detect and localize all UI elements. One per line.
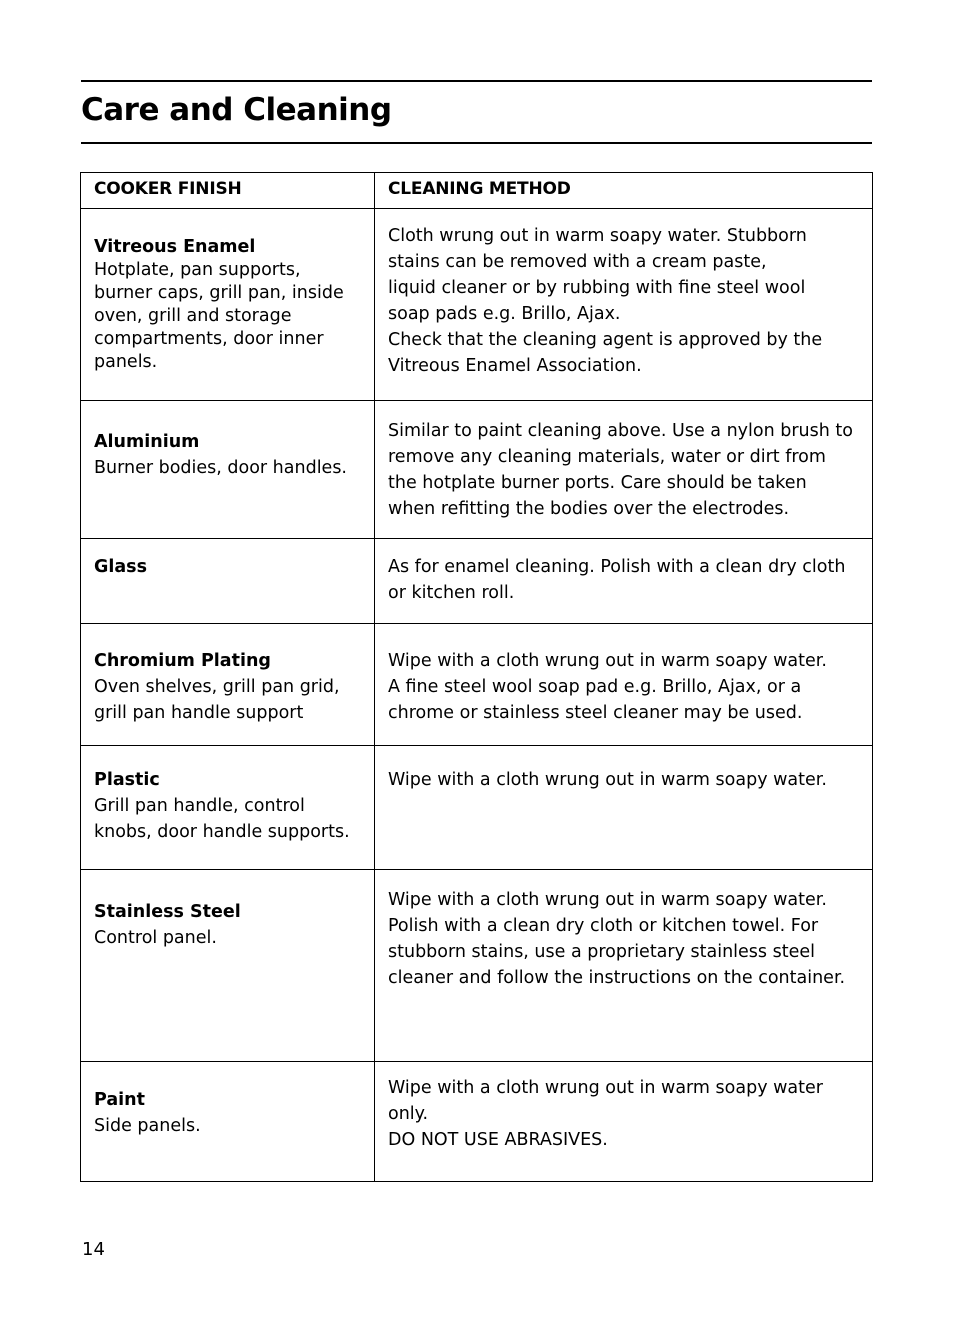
method-text: Cloth wrung out in warm soapy water. Stubborn stains can be removed with a cream paste, liquid cleaner or by rubbing with fine steel wool soap pads e.g. Brillo, Ajax. Check that the cleaning agent is approved by the Vitreous Enamel Association. — [388, 226, 823, 376]
method-cell — [375, 539, 873, 624]
method-cell — [375, 401, 873, 539]
finish-description: Hotplate, pan supports, burner caps, grill pan, inside oven, grill and storage compartments, door inner panels. — [94, 260, 344, 372]
table-row — [81, 401, 873, 539]
finish-name: Plastic — [94, 770, 160, 790]
table-header-row — [81, 173, 873, 209]
finish-cell — [81, 401, 375, 539]
method-cell — [375, 624, 873, 746]
method-text: Similar to paint cleaning above. Use a nylon brush to remove any cleaning materials, water or dirt from the hotplate burner ports. Care should be taken when refitting the bodies over the electrodes. — [388, 421, 853, 519]
finish-name: Paint — [94, 1090, 145, 1110]
table-row — [81, 624, 873, 746]
finish-cell — [81, 209, 375, 401]
finish-cell — [81, 539, 375, 624]
method-text: Wipe with a cloth wrung out in warm soapy water. — [388, 770, 827, 790]
finish-cell — [81, 1062, 375, 1182]
method-cell — [375, 746, 873, 870]
method-cell — [375, 870, 873, 1062]
finish-description: Grill pan handle, control knobs, door handle supports. — [94, 796, 350, 842]
title-rule-top — [81, 80, 872, 82]
finish-cell — [81, 746, 375, 870]
finish-description: Burner bodies, door handles. — [94, 458, 347, 478]
table-row — [81, 1062, 873, 1182]
title-rule-bottom — [81, 142, 872, 144]
page-number: 14 — [82, 1239, 105, 1260]
method-text: As for enamel cleaning. Polish with a clean dry cloth or kitchen roll. — [388, 557, 846, 603]
finish-name: Glass — [94, 557, 148, 577]
method-cell — [375, 1062, 873, 1182]
method-text: Wipe with a cloth wrung out in warm soapy water. A fine steel wool soap pad e.g. Brillo, Ajax, or a chrome or stainless steel cleaner may be used. — [388, 651, 827, 723]
table-row — [81, 746, 873, 870]
finish-name: Stainless Steel — [94, 902, 241, 922]
finish-name: Chromium Plating — [94, 651, 271, 671]
page-title: Care and Cleaning — [81, 92, 392, 128]
header-cooker-finish: COOKER FINISH — [81, 173, 375, 209]
finish-name: Aluminium — [94, 432, 200, 452]
finish-description: Control panel. — [94, 928, 217, 948]
table-row — [81, 539, 873, 624]
method-text: Wipe with a cloth wrung out in warm soapy water. Polish with a clean dry cloth or kitchen towel. For stubborn stains, use a proprietary stainless steel cleaner and follow the instructions on the container. — [388, 890, 846, 988]
finish-name: Vitreous Enamel — [94, 237, 256, 257]
header-cleaning-method: CLEANING METHOD — [375, 173, 873, 209]
method-cell — [375, 209, 873, 401]
finish-description: Oven shelves, grill pan grid, grill pan handle support — [94, 677, 340, 723]
care-cleaning-table — [80, 172, 873, 1182]
table-row — [81, 209, 873, 401]
finish-description: Side panels. — [94, 1116, 201, 1136]
table-row — [81, 870, 873, 1062]
finish-cell — [81, 624, 375, 746]
finish-cell — [81, 870, 375, 1062]
method-text: Wipe with a cloth wrung out in warm soapy water only. DO NOT USE ABRASIVES. — [388, 1078, 823, 1150]
